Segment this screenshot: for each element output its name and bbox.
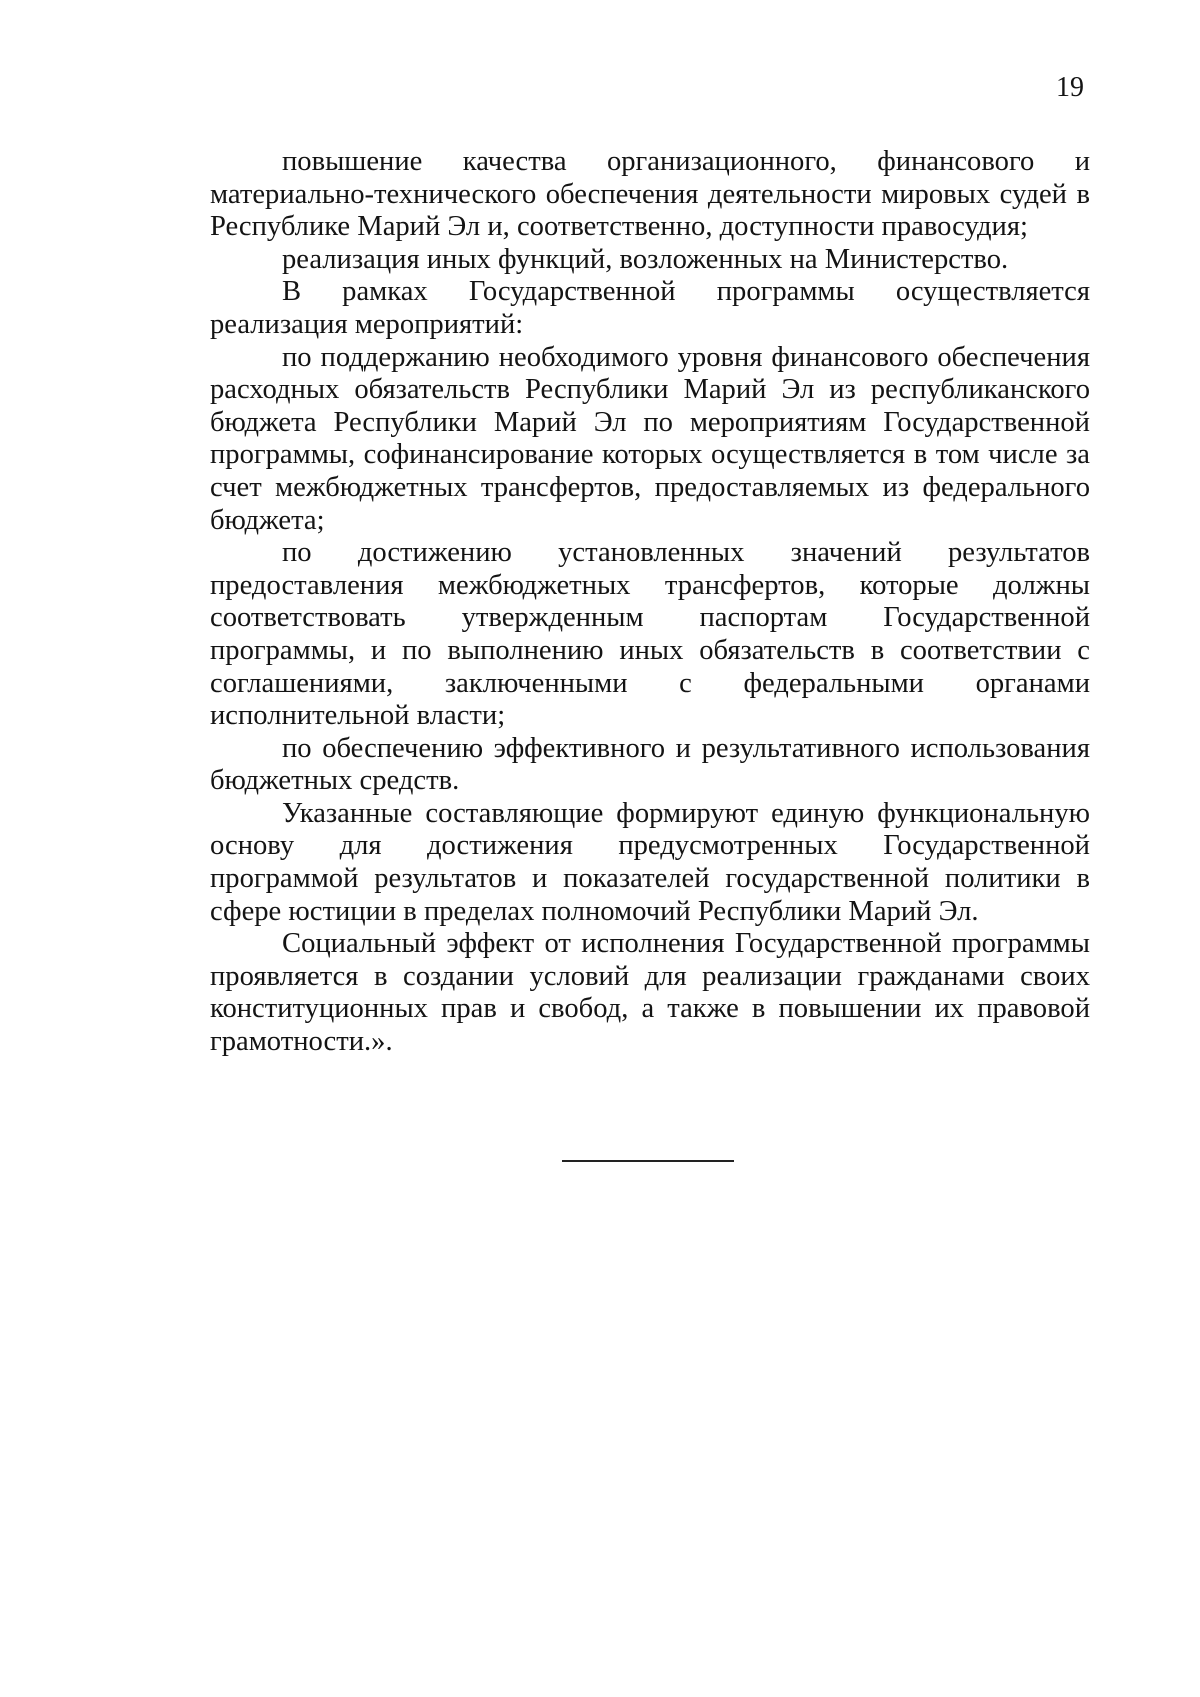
paragraph: реализация иных функций, возложенных на Министерство. [282, 243, 1009, 275]
page-number: 19 [1056, 72, 1084, 103]
paragraph: В рамках Государственной программы осуществляется реализация мероприятий: [210, 276, 1090, 340]
paragraph: повышение качества организационного, финансового и материально-технического обеспечения деятельности мировых судей в Республике Марий Эл и, соответственно, доступности правосудия; [210, 146, 1090, 243]
paragraph: по обеспечению эффективного и результативного использования бюджетных средств. [210, 732, 1090, 797]
body-text [210, 146, 1090, 1059]
paragraph: по поддержанию необходимого уровня финансового обеспечения расходных обязательств Республики Марий Эл из республиканского бюджета Республики Марий Эл по мероприятиям Государственной программы, софинансирование которых осуществляется в том числе за счет межбюджетных трансфертов, предоставляемых из федерального бюджета; [210, 341, 1090, 536]
end-rule [562, 1160, 734, 1162]
paragraph: Указанные составляющие формируют единую функциональную основу для достижения предусмотренных Государственной программой результатов и показателей государственной политики в сфере юстиции в пределах полномочий Республики Марий Эл. [210, 797, 1090, 927]
paragraph: по достижению установленных значений результатов предоставления межбюджетных трансфертов, которые должны соответствовать утвержденным паспортам Государственной программы, и по выполнению иных обязательств в соответствии с соглашениями, заключенными с федеральными органами исполнительной власти; [210, 537, 1090, 732]
paragraph: Социальный эффект от исполнения Государственной программы проявляется в создании условий для реализации гражданами своих конституционных прав и свобод, а также в повышении их правовой грамотности.». [210, 928, 1090, 1058]
